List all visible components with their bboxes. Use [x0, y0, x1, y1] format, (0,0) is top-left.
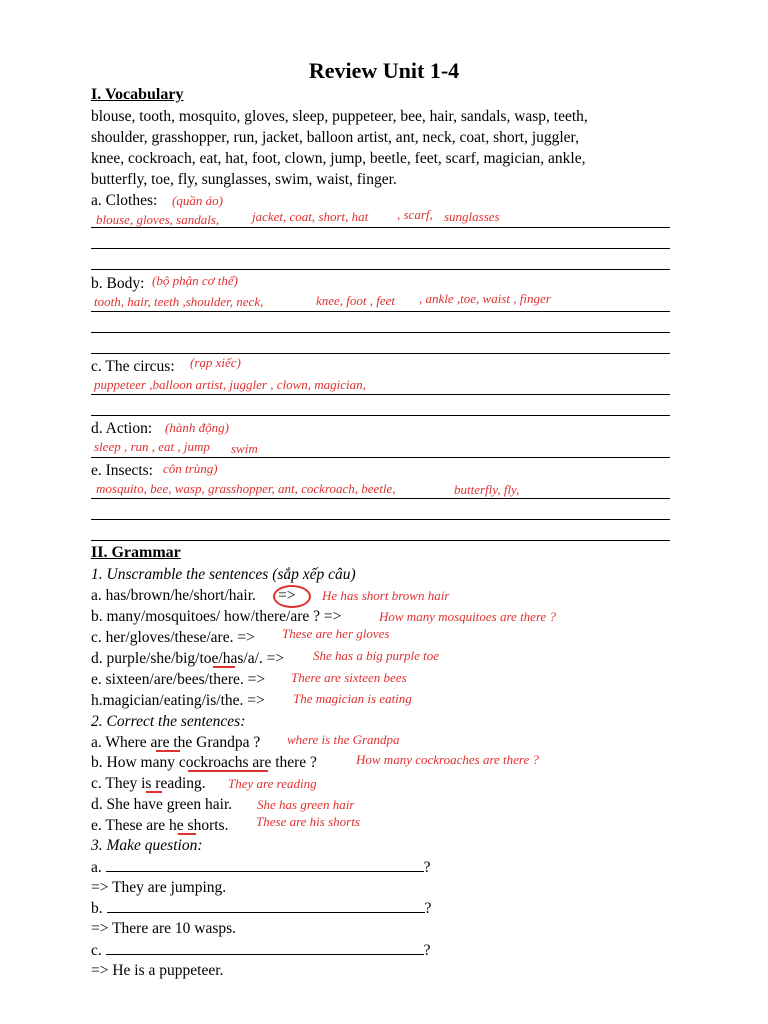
unscramble-question: a. has/brown/he/short/hair. [91, 587, 256, 604]
correct-question: d. She have green hair. [91, 796, 233, 813]
body-answer: knee, foot , feet [316, 293, 396, 308]
grammar-heading: II. Grammar [91, 544, 181, 561]
action-note: (hành động) [165, 420, 229, 435]
answer-line [91, 519, 670, 520]
unscramble-answer: These are her gloves [282, 626, 390, 641]
question-blank [106, 857, 424, 872]
unscramble-question: h.magician/eating/is/the. => [91, 692, 265, 709]
vocabulary-words-line: butterfly, toe, fly, sunglasses, swim, waist, finger. [91, 171, 397, 188]
answer-line [91, 498, 670, 499]
answer-line [91, 415, 670, 416]
insects-note: côn trùng) [163, 461, 218, 476]
question-label: c. [91, 942, 102, 959]
correct-answer: where is the Grandpa [287, 732, 400, 747]
correct-answer: She has green hair [257, 797, 355, 812]
insects-answer: mosquito, bee, wasp, grasshopper, ant, cockroach, beetle, [96, 481, 396, 496]
question-label: a. [91, 859, 102, 876]
answer-line [91, 394, 670, 395]
question-mark: ? [423, 942, 431, 959]
clothes-answer: blouse, gloves, sandals, [96, 212, 220, 227]
vocabulary-words-line: blouse, tooth, mosquito, gloves, sleep, puppeteer, bee, hair, sandals, wasp, teeth, [91, 108, 588, 125]
insects-label: e. Insects: [91, 462, 153, 479]
question-answer: => He is a puppeteer. [91, 962, 224, 979]
unscramble-question: c. her/gloves/these/are. => [91, 629, 255, 646]
answer-line [91, 227, 670, 228]
action-label: d. Action: [91, 420, 153, 437]
page-title: Review Unit 1-4 [308, 58, 460, 83]
question-mark: ? [424, 900, 432, 917]
answer-line [91, 353, 670, 354]
answer-line [91, 540, 670, 541]
red-underline-mark [178, 833, 196, 835]
body-label: b. Body: [91, 275, 145, 292]
correct-answer: These are his shorts [256, 814, 360, 829]
unscramble-answer: How many mosquitoes are there ? [379, 609, 557, 624]
correct-heading: 2. Correct the sentences: [91, 713, 246, 730]
correct-answer: How many cockroaches are there ? [356, 752, 540, 767]
question-row [91, 940, 431, 961]
red-underline-mark [188, 770, 268, 772]
question-blank [107, 898, 425, 913]
circus-answer: puppeteer ,balloon artist, juggler , clown, magician, [94, 377, 366, 392]
make-question-heading: 3. Make question: [91, 837, 203, 854]
question-answer: => There are 10 wasps. [91, 920, 237, 937]
clothes-note: (quần áo) [172, 193, 223, 208]
question-answer: => They are jumping. [91, 879, 227, 896]
unscramble-question: e. sixteen/are/bees/there. => [91, 671, 266, 688]
body-answer: tooth, hair, teeth ,shoulder, neck, [94, 294, 264, 309]
answer-line [91, 269, 670, 270]
red-underline-mark [156, 750, 180, 752]
answer-line [91, 457, 670, 458]
unscramble-arrow: => [278, 587, 296, 604]
clothes-answer: jacket, coat, short, hat [252, 209, 369, 224]
question-mark: ? [423, 859, 431, 876]
red-underline-mark [213, 666, 235, 668]
unscramble-answer: There are sixteen bees [291, 670, 407, 685]
question-row [91, 857, 431, 878]
correct-question: e. These are he shorts. [91, 817, 229, 834]
unscramble-heading: 1. Unscramble the sentences (sắp xếp câu) [91, 566, 356, 583]
clothes-answer: , scarf, [397, 207, 433, 222]
unscramble-answer: The magician is eating [293, 691, 412, 706]
unscramble-answer: He has short brown hair [322, 588, 450, 603]
unscramble-answer: She has a big purple toe [313, 648, 440, 663]
vocabulary-words-line: shoulder, grasshopper, run, jacket, balloon artist, ant, neck, coat, short, juggler, [91, 129, 579, 146]
correct-answer: They are reading [228, 776, 317, 791]
clothes-answer: sunglasses [444, 209, 500, 224]
correct-question: b. How many cockroachs are there ? [91, 754, 317, 771]
answer-line [91, 248, 670, 249]
correct-question: a. Where are the Grandpa ? [91, 734, 261, 751]
body-answer: , ankle ,toe, waist , finger [419, 291, 551, 306]
insects-answer: butterfly, fly, [454, 482, 520, 497]
question-blank [106, 940, 424, 955]
unscramble-question: b. many/mosquitoes/ how/there/are ? => [91, 608, 342, 625]
answer-line [91, 332, 670, 333]
correct-question: c. They is reading. [91, 775, 206, 792]
unscramble-question: d. purple/she/big/toe/has/a/. => [91, 650, 285, 667]
action-answer: sleep , run , eat , jump [94, 439, 210, 454]
body-note: (bộ phận cơ thể) [152, 273, 238, 288]
action-answer: swim [231, 441, 258, 456]
vocabulary-words-line: knee, cockroach, eat, hat, foot, clown, jump, beetle, feet, scarf, magician, ankle, [91, 150, 586, 167]
vocabulary-heading: I. Vocabulary [91, 86, 184, 103]
question-row [91, 898, 431, 919]
question-label: b. [91, 900, 103, 917]
red-circle-mark [273, 585, 311, 608]
circus-note: (rạp xiếc) [190, 355, 241, 370]
clothes-label: a. Clothes: [91, 192, 158, 209]
answer-line [91, 311, 670, 312]
red-underline-mark [146, 791, 162, 793]
circus-label: c. The circus: [91, 358, 175, 375]
